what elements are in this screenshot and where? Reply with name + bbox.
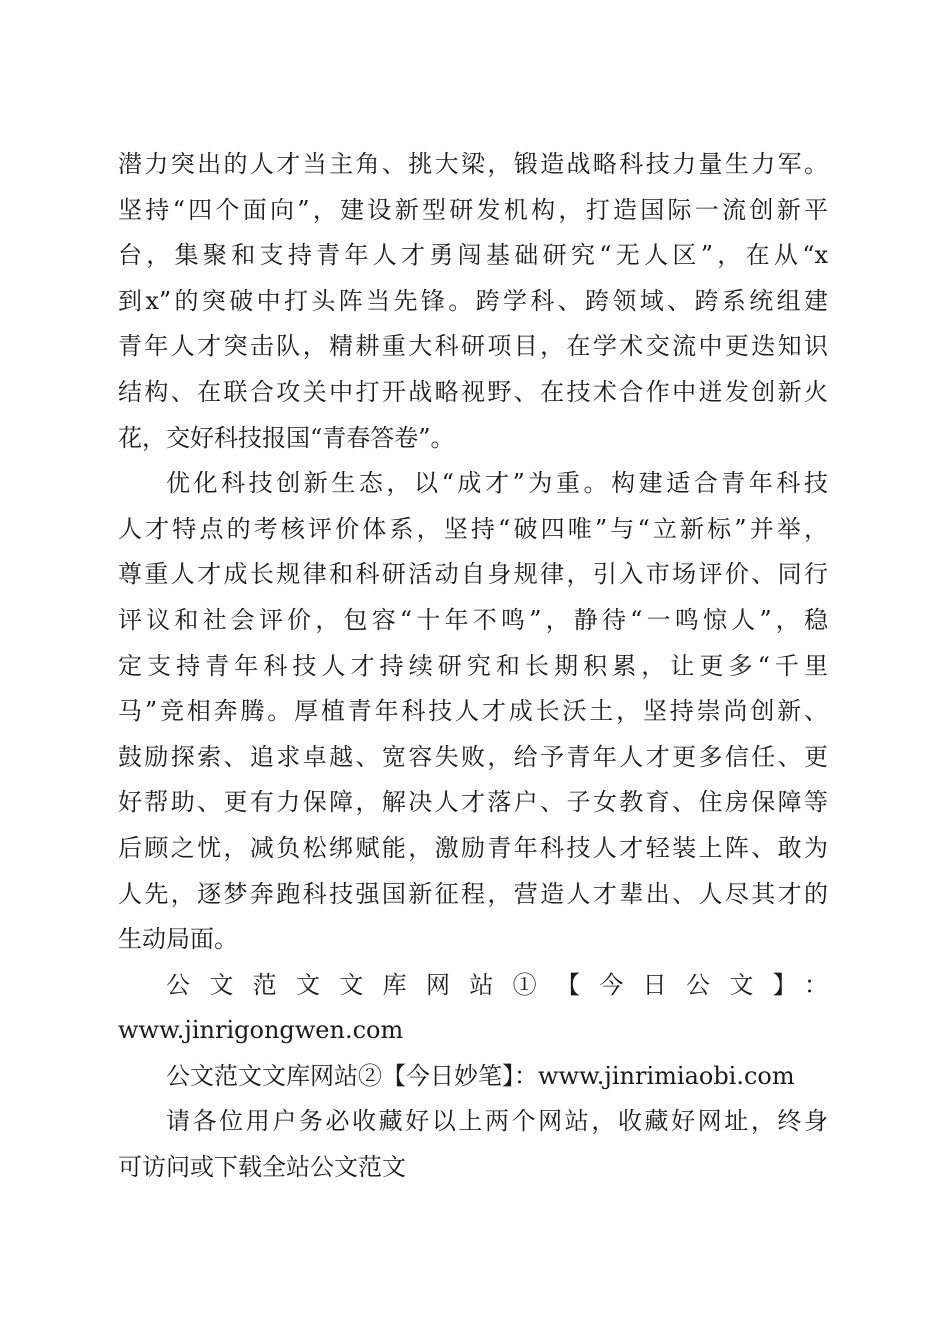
promo-site-1-label: 公文范文文库网站①【今日公文】： — [166, 970, 828, 999]
paragraph-1-line: 到x”的突破中打头阵当先锋。跨学科、跨领域、跨系统组建 — [118, 286, 828, 315]
paragraph-2-line: 好帮助、更有力保障，解决人才落户、子女教育、住房保障等 — [118, 788, 828, 817]
paragraph-1-line: 青年人才突击队，精耕重大科研项目，在学术交流中更迭知识 — [118, 332, 828, 361]
paragraph-1-line: 结构、在联合攻关中打开战略视野、在技术合作中迸发创新火 — [118, 377, 828, 406]
paragraph-1-line: 坚持“四个面向”，建设新型研发机构，打造国际一流创新平 — [118, 195, 828, 224]
promo-notice-line: 请各位用户务必收藏好以上两个网站，收藏好网址，终身 — [166, 1107, 828, 1136]
paragraph-2-line: 生动局面。 — [118, 925, 238, 954]
paragraph-2-line: 优化科技创新生态，以“成才”为重。构建适合青年科技 — [166, 469, 828, 498]
paragraph-2-line: 评议和社会评价，包容“十年不鸣”，静待“一鸣惊人”，稳 — [118, 605, 828, 634]
paragraph-2-line: 后顾之忧，减负松绑赋能，激励青年科技人才轻装上阵、敢为 — [118, 833, 828, 862]
paragraph-2-line: 人才特点的考核评价体系，坚持“破四唯”与“立新标”并举， — [118, 514, 828, 543]
paragraph-2-line: 马”竞相奔腾。厚植青年科技人才成长沃土，坚持崇尚创新、 — [118, 697, 828, 726]
promo-site-1-url: www.jinrigongwen.com — [118, 1016, 404, 1045]
paragraph-2-line: 尊重人才成长规律和科研活动自身规律，引入市场评价、同行 — [118, 560, 828, 589]
paragraph-1-line: 花，交好科技报国“青春答卷”。 — [118, 423, 455, 452]
paragraph-1-line: 潜力突出的人才当主角、挑大梁，锻造战略科技力量生力军。 — [118, 150, 828, 178]
document-body — [118, 142, 828, 1191]
promo-notice-line: 可访问或下载全站公文范文 — [118, 1153, 406, 1182]
paragraph-2-line: 定支持青年科技人才持续研究和长期积累，让更多“千里 — [118, 651, 828, 680]
paragraph-1-line: 台，集聚和支持青年人才勇闯基础研究“无人区”，在从“x — [118, 241, 828, 270]
promo-site-2: 公文范文文库网站②【今日妙笔】：www.jinrimiaobi.com — [166, 1061, 795, 1090]
paragraph-2-line: 鼓励探索、追求卓越、宽容失败，给予青年人才更多信任、更 — [118, 742, 828, 771]
paragraph-2-line: 人先，逐梦奔跑科技强国新征程，营造人才辈出、人尽其才的 — [118, 879, 828, 908]
